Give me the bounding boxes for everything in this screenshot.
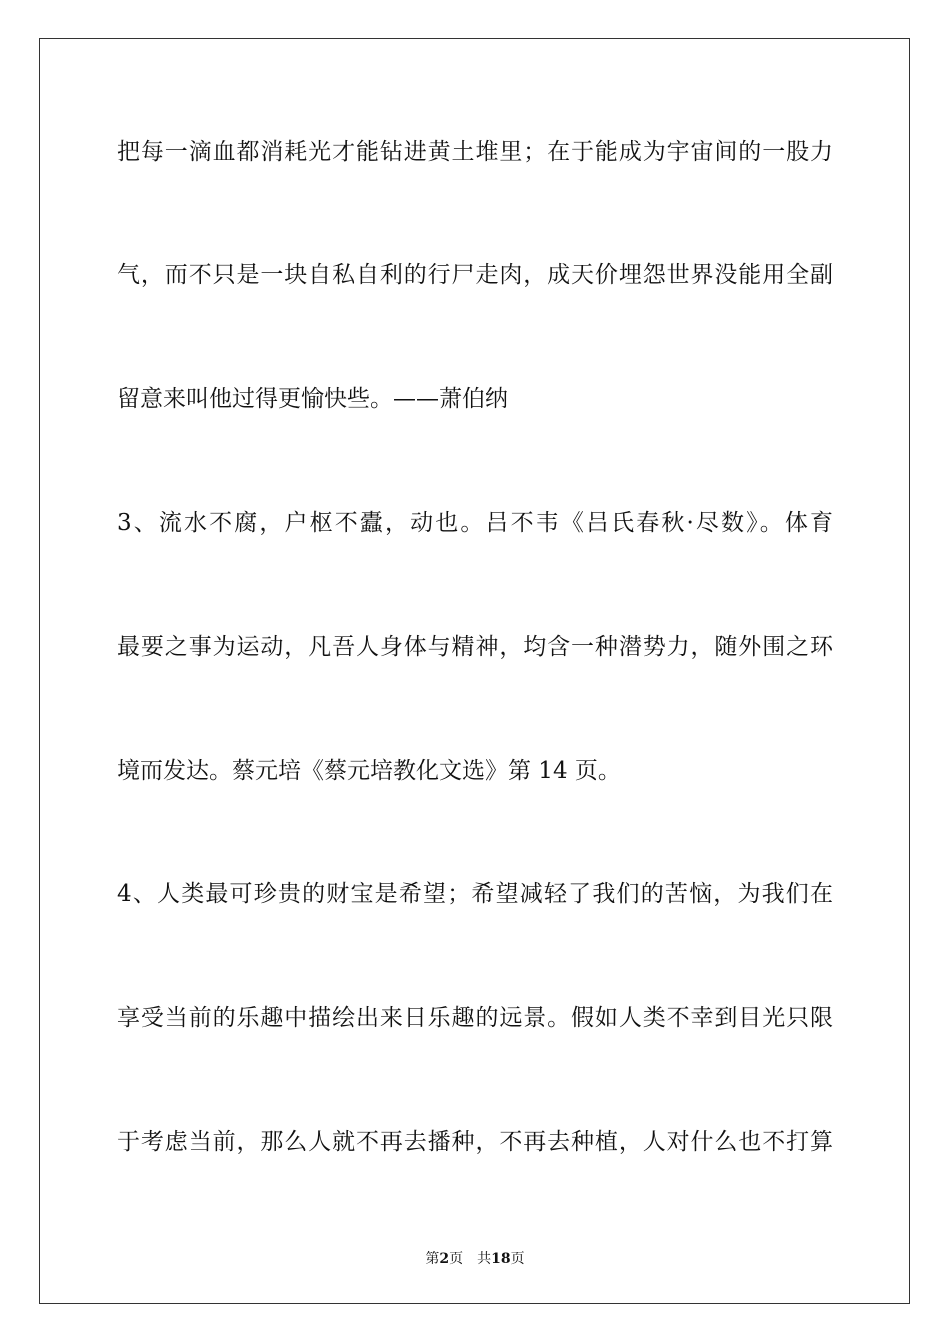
- page-footer: [0, 1248, 950, 1268]
- text-line-6: 境而发达。蔡元培《蔡元培教化文选》第 14 页。: [117, 758, 621, 784]
- text-line-5: 最要之事为运动，凡吾人身体与精神，均含一种潜势力，随外围之环: [117, 634, 833, 660]
- text-line-1: 把每一滴血都消耗光才能钻进黄土堆里；在于能成为宇宙间的一股力: [117, 139, 833, 165]
- text-line-3: 留意来叫他过得更愉快些。——萧伯纳: [117, 386, 508, 412]
- total-suffix: 页: [510, 1251, 525, 1267]
- page-suffix: 页: [449, 1251, 464, 1267]
- text-line-2: 气，而不只是一块自私自利的行尸走肉，成天价埋怨世界没能用全副: [117, 262, 833, 288]
- text-line-4: 3、流水不腐，户枢不蠹，动也。吕不韦《吕氏春秋·尽数》。体育: [117, 510, 833, 536]
- text-line-9: 于考虑当前，那么人就不再去播种，不再去种植，人对什么也不打算: [117, 1129, 833, 1155]
- page-border: [39, 38, 910, 1304]
- text-line-7: 4、人类最可珍贵的财宝是希望；希望减轻了我们的苦恼，为我们在: [117, 881, 833, 907]
- page-prefix: 第: [425, 1251, 440, 1267]
- text-line-8: 享受当前的乐趣中描绘出来日乐趣的远景。假如人类不幸到目光只限: [117, 1005, 833, 1031]
- page-number: 2: [439, 1251, 450, 1267]
- total-prefix: 共: [477, 1251, 492, 1267]
- total-pages: 18: [491, 1251, 511, 1267]
